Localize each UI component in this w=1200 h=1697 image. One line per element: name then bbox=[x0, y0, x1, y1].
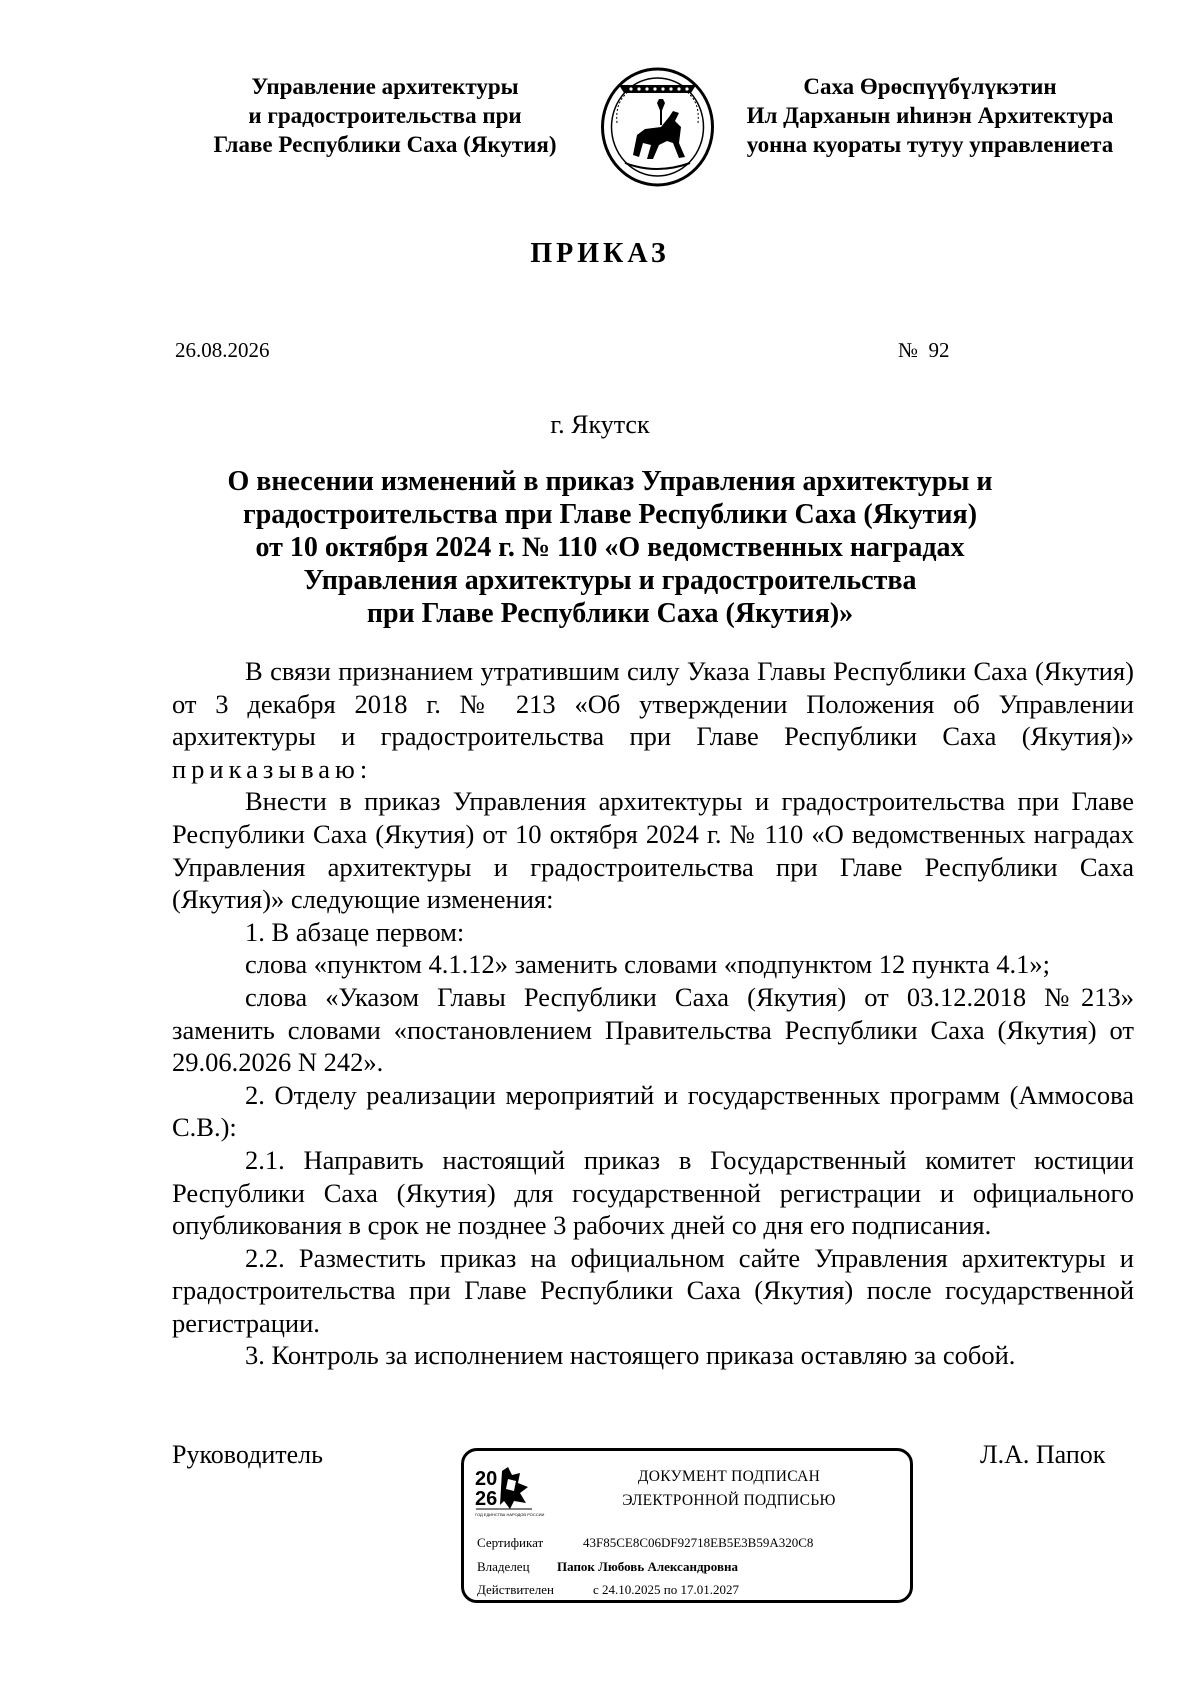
certificate-value: 43F85CE8C06DF92718EB5E3B59A320C8 bbox=[583, 1535, 814, 1550]
validity-value: с 24.10.2025 по 17.01.2027 bbox=[593, 1582, 739, 1597]
document-city: г. Якутск bbox=[550, 410, 650, 439]
year-of-unity-logo-icon bbox=[474, 1465, 545, 1525]
subject-line: градостроительства при Главе Республики Саха (Якутия) bbox=[242, 499, 978, 530]
coat-of-arms-icon bbox=[595, 63, 720, 188]
stamp-heading-line: ДОКУМЕНТ ПОДПИСАН bbox=[637, 1468, 821, 1485]
body-item-1-words-b: слова «Указом Главы Республики Саха (Якутия) от 03.12.2018 №213» заменить словами «постановлением Правительства Республики Саха (Якутия) от 29.06.2026 N 242». bbox=[172, 981, 1134, 1078]
signer-name: Л.А. Папок bbox=[980, 1440, 1106, 1469]
header-right-line: уонна куораты тутуу управлениета bbox=[746, 132, 1114, 157]
document-type-title: ПРИКАЗ bbox=[530, 238, 670, 269]
body-item-3: 3. Контроль за исполнением настоящего приказа оставляю за собой. bbox=[245, 1340, 1016, 1371]
document-subject bbox=[200, 465, 1020, 630]
order-keyword: приказываю: bbox=[172, 753, 373, 784]
body-item-1: 1. В абзаце первом: bbox=[245, 916, 465, 947]
stamp-certificate-row bbox=[477, 1535, 813, 1551]
body-item-2-1: 2.1. Направить настоящий приказ в Государственный комитет юстиции Республики Саха (Якутия) для государственной регистрации и официального опубликования в срок не позднее 3 рабочих дней со дня его подписания. bbox=[172, 1144, 1134, 1241]
subject-line: от 10 октября 2024 г. № 110 «О ведомственных наградах bbox=[255, 532, 965, 563]
header-left-organization-ru bbox=[180, 72, 590, 159]
subject-line: О внесении изменений в приказ Управления архитектуры и bbox=[227, 466, 993, 497]
owner-value: Папок Любовь Александровна bbox=[557, 1559, 738, 1574]
preamble-text: В связи признанием утратившим силу Указа Главы Республики Саха (Якутия) от 3 декабря 2018 г. № 213 «Об утверждении Положения об Управлении архитектуры и градостроительства при Главе Республики Саха (Якутия)» bbox=[172, 656, 1134, 752]
document-body bbox=[172, 655, 1134, 1372]
certificate-label: Сертификат bbox=[477, 1535, 544, 1550]
body-item-2: 2. Отделу реализации мероприятий и государственных программ (Аммосова С.В.): bbox=[172, 1079, 1134, 1143]
validity-label: Действителен bbox=[477, 1582, 554, 1597]
owner-label: Владелец bbox=[477, 1559, 530, 1574]
signer-role: Руководитель bbox=[172, 1440, 323, 1469]
document-date: 26.08.2026 bbox=[175, 338, 270, 362]
header-left-line: и градостроительства при bbox=[248, 103, 522, 128]
body-item-2-2: 2.2. Разместить приказ на официальном сайте Управления архитектуры и градостроительства при Главе Республики Саха (Якутия) после государственной регистрации. bbox=[172, 1242, 1134, 1338]
body-paragraph-main: Внести в приказ Управления архитектуры и градостроительства при Главе Республики Саха (Якутия) от 10 октября 2024 г. № 110 «О ведомственных наградах Управления архитектуры и градостроительства при Главе Республики Саха (Якутия)» следующие изменения: bbox=[172, 786, 1134, 915]
document-number: № 92 bbox=[898, 338, 950, 362]
electronic-signature-stamp bbox=[461, 1448, 913, 1603]
stamp-heading-line: ЭЛЕКТРОННОЙ ПОДПИСЬЮ bbox=[622, 1492, 836, 1509]
stamp-owner-row bbox=[477, 1559, 738, 1575]
header-left-line: Главе Республики Саха (Якутия) bbox=[213, 132, 557, 157]
logo-caption: ГОД ЕДИНСТВА НАРОДОВ РОССИИ bbox=[475, 1512, 545, 1517]
stamp-heading bbox=[559, 1465, 899, 1513]
header-left-line: Управление архитектуры bbox=[251, 74, 519, 99]
header-right-line: Ил Дарханын иһинэн Архитектура bbox=[746, 103, 1114, 128]
logo-year-top: 20 bbox=[475, 1468, 498, 1490]
body-paragraph-preamble bbox=[172, 655, 1134, 785]
logo-year-bottom: 26 bbox=[475, 1488, 498, 1510]
body-item-1-words-a: слова «пунктом 4.1.12» заменить словами «подпунктом 12 пункта 4.1»; bbox=[245, 949, 1051, 980]
subject-line: при Главе Республики Саха (Якутия)» bbox=[366, 598, 854, 629]
header-right-line: Саха Өрөспүүбүлүкэтин bbox=[803, 74, 1057, 99]
stamp-validity-row bbox=[477, 1582, 739, 1598]
header-right-organization-sakha bbox=[720, 72, 1140, 159]
subject-line: Управления архитектуры и градостроительства bbox=[303, 565, 917, 596]
